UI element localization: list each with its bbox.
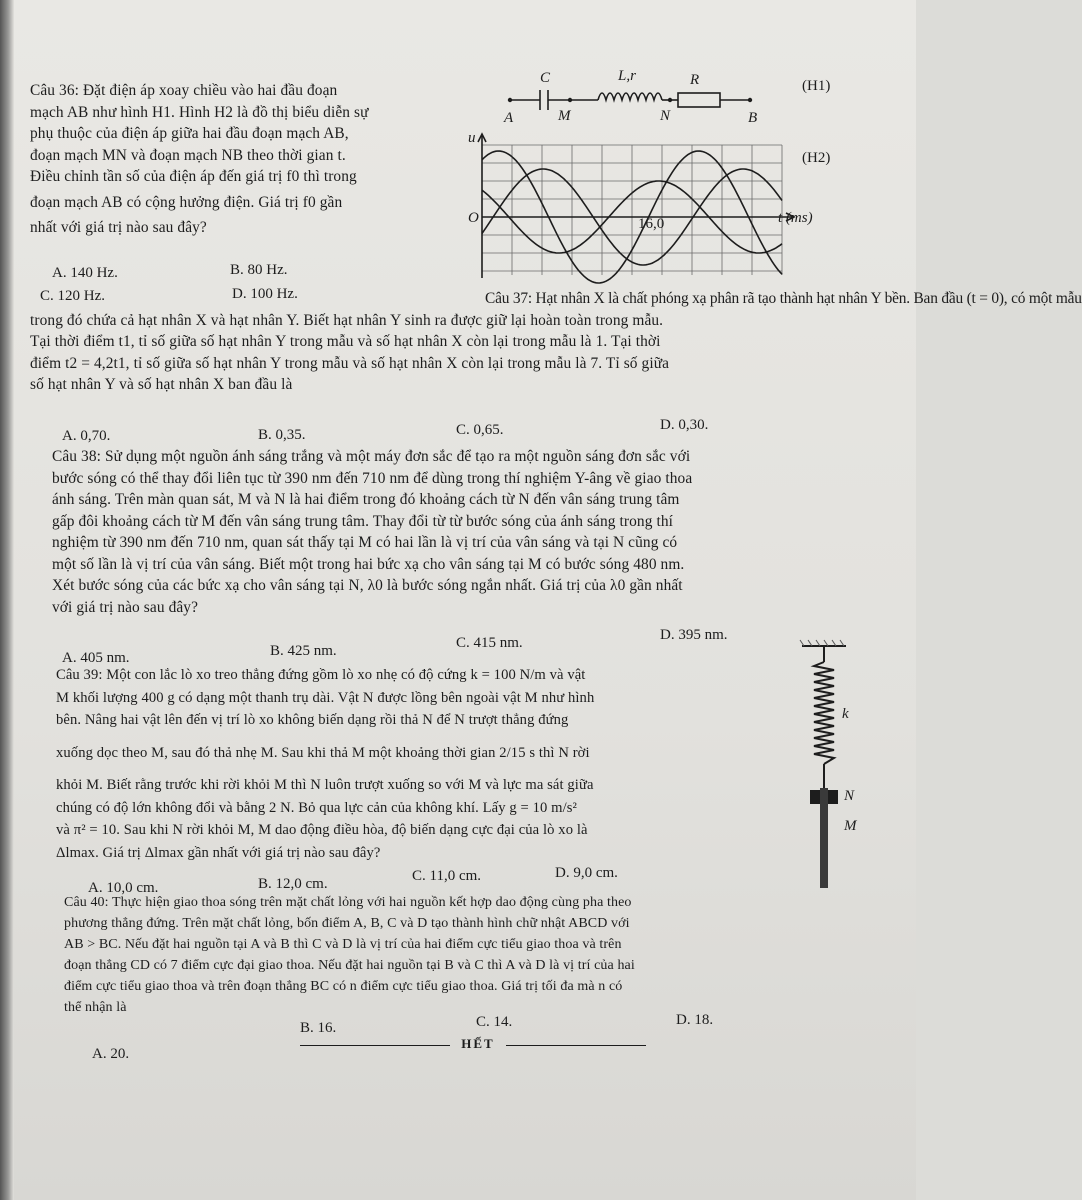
- q40-line: Câu 40: Thực hiện giao thoa sóng trên mặt chất lỏng với hai nguồn kết hợp dao động cùng pha theo: [64, 895, 632, 910]
- h1-caption: (H1): [802, 78, 831, 94]
- q40-option-c: C. 14.: [476, 1014, 513, 1030]
- spring-k-label: k: [842, 706, 849, 722]
- body-m-label: M: [844, 818, 857, 834]
- q40-option-b: B. 16.: [300, 1020, 337, 1036]
- capacitor-label: C: [540, 70, 551, 86]
- q37-option-d: D. 0,30.: [660, 417, 709, 433]
- q38-line: bước sóng có thể thay đổi liên tục từ 390 nm đến 710 nm để dùng trong thí nghiệm Y-âng về giao thoa: [52, 469, 693, 487]
- question-38: [52, 446, 902, 618]
- q39-option-b: B. 12,0 cm.: [258, 876, 328, 892]
- q37-option-a: A. 0,70.: [62, 428, 111, 444]
- q39-option-d: D. 9,0 cm.: [555, 865, 618, 881]
- q39-line: Câu 39: Một con lắc lò xo treo thẳng đứng gồm lò xo nhẹ có độ cứng k = 100 N/m và vật: [56, 667, 586, 683]
- q37-option-c: C. 0,65.: [456, 422, 504, 438]
- q36-option-b: B. 80 Hz.: [230, 262, 288, 278]
- q39-line: khỏi M. Biết rằng trước khi rời khỏi M thì N luôn trượt xuống so với M và lực ma sát giữa: [56, 777, 594, 793]
- q38-line: ánh sáng. Trên màn quan sát, M và N là hai điểm trong đó khoảng cách từ N đến vân sáng trung tâm: [52, 491, 680, 508]
- q40-option-d: D. 18.: [676, 1012, 714, 1028]
- q37-line: Tại thời điểm t1, tỉ số giữa số hạt nhân Y trong mẫu và số hạt nhân X còn lại trong mẫu là 1. Tại thời: [30, 333, 661, 350]
- q39-option-a: A. 10,0 cm.: [88, 880, 159, 896]
- q40-line: thể nhận là: [64, 1000, 127, 1015]
- q37-line: trong đó chứa cả hạt nhân X và hạt nhân Y. Biết hạt nhân Y sinh ra được giữ lại hoàn toàn trong mẫu.: [30, 311, 664, 329]
- q39-line: bên. Nâng hai vật lên đến vị trí lò xo không biến dạng rồi thả N để N trượt thẳng đứng: [56, 712, 569, 728]
- rod-m: [820, 788, 828, 888]
- q36-line: Câu 36: Đặt điện áp xoay chiều vào hai đầu đoạn: [30, 82, 338, 99]
- q39-line: chúng có độ lớn không đổi và bằng 2 N. Bỏ qua lực cản của không khí. Lấy g = 10 m/s²: [56, 799, 577, 816]
- q38-line: Câu 38: Sử dụng một nguồn ánh sáng trắng và một máy đơn sắc để tạo ra một nguồn sáng đơn sắc với: [52, 448, 691, 465]
- inductor-label: L,r: [618, 68, 636, 84]
- q38-line: nghiệm từ 390 nm đến 710 nm, quan sát thấy tại M có hai lần là vị trí của vân sáng và tại N cũng có: [52, 534, 678, 551]
- t-axis-label: t (ms): [778, 210, 813, 226]
- question-39: [56, 664, 776, 864]
- body-n-label: N: [844, 788, 855, 804]
- q40-line: AB > BC. Nếu đặt hai nguồn tại A và B thì C và D là vị trí của hai điểm cực tiểu giao thoa và trên: [64, 937, 622, 952]
- q38-option-a: A. 405 nm.: [62, 650, 130, 666]
- q36-option-d: D. 100 Hz.: [232, 286, 298, 302]
- q36-line: đoạn mạch AB có cộng hưởng điện. Giá trị f0 gần: [30, 193, 343, 211]
- question-37: [30, 288, 1082, 396]
- point-m-label: M: [558, 108, 571, 124]
- resistor-label: R: [690, 72, 700, 88]
- point-b-label: B: [748, 110, 758, 126]
- q36-line: mạch AB như hình H1. Hình H2 là đồ thị biểu diễn sự: [30, 103, 369, 121]
- q39-line: Δlmax. Giá trị Δlmax gần nhất với giá trị nào sau đây?: [56, 844, 381, 861]
- q40-option-a: A. 20.: [92, 1046, 130, 1062]
- q36-line: Điều chỉnh tần số của điện áp đến giá trị f0 thì trong: [30, 168, 357, 185]
- q36-line: đoạn mạch MN và đoạn mạch NB theo thời gian t.: [30, 146, 346, 164]
- q38-option-b: B. 425 nm.: [270, 643, 337, 659]
- point-n-label: N: [660, 108, 671, 124]
- q37-option-b: B. 0,35.: [258, 427, 306, 443]
- spring-pendulum-figure: [790, 640, 880, 900]
- end-marker: [300, 1036, 646, 1052]
- end-text: HẾT: [461, 1036, 495, 1051]
- q38-line: Xét bước sóng của các bức xạ cho vân sáng tại N, λ0 là bước sóng ngắn nhất. Giá trị của λ0 gần nhất: [52, 577, 683, 594]
- q36-option-a: A. 140 Hz.: [52, 265, 118, 281]
- q37-line: số hạt nhân Y và số hạt nhân X ban đầu là: [30, 376, 293, 393]
- q36-option-c: C. 120 Hz.: [40, 288, 105, 304]
- question-36: [30, 80, 460, 239]
- q36-line: phụ thuộc của điện áp giữa hai đầu đoạn mạch AB,: [30, 125, 349, 142]
- q40-line: điểm cực tiểu giao thoa và trên đoạn thẳng BC có n điểm cực tiểu giao thoa. Giá trị tối đa mà n có: [64, 979, 623, 994]
- q39-line: và π² = 10. Sau khi N rời khỏi M, M dao động điều hòa, độ biến dạng cực đại của lò xo là: [56, 822, 588, 838]
- h2-caption: (H2): [802, 150, 831, 166]
- q39-option-c: C. 11,0 cm.: [412, 868, 482, 884]
- q38-option-d: D. 395 nm.: [660, 627, 728, 643]
- voltage-graph-h2-figure: [462, 130, 852, 280]
- question-40: [64, 892, 884, 1018]
- origin-label: O: [468, 210, 479, 226]
- time-tick-label: 16,0: [638, 216, 665, 232]
- q36-line: nhất với giá trị nào sau đây?: [30, 219, 207, 236]
- q37-line: Câu 37: Hạt nhân X là chất phóng xạ phân rã tạo thành hạt nhân Y bền. Ban đầu (t = 0), có một mẫu: [485, 290, 1082, 307]
- q40-line: đoạn thẳng CD có 7 điểm cực đại giao thoa. Nếu đặt hai nguồn tại B và C thì A và D là vị trí của hai: [64, 958, 635, 973]
- q38-line: với giá trị nào sau đây?: [52, 598, 199, 616]
- q39-line: xuống dọc theo M, sau đó thả nhẹ M. Sau khi thả M một khoảng thời gian 2/15 s thì N rời: [56, 744, 590, 761]
- q38-line: một số lần là vị trí của vân sáng. Biết một trong hai bức xạ cho vân sáng tại M có bước sóng 480 nm.: [52, 555, 685, 573]
- q37-line: điểm t2 = 4,2t1, tỉ số giữa số hạt nhân Y trong mẫu và số hạt nhân X còn lại trong mẫu là 7. Tỉ số giữa: [30, 354, 670, 372]
- point-a-label: A: [504, 110, 514, 126]
- q38-option-c: C. 415 nm.: [456, 635, 523, 651]
- q40-line: phương thẳng đứng. Trên mặt chất lỏng, bốn điểm A, B, C và D tạo thành hình chữ nhật ABCD với: [64, 916, 630, 931]
- q39-line: M khối lượng 400 g có dạng một thanh trụ dài. Vật N được lồng bên ngoài vật M như hình: [56, 689, 595, 706]
- circuit-h1-figure: [500, 60, 860, 130]
- q38-line: gấp đôi khoảng cách từ M đến vân sáng trung tâm. Thay đổi từ từ bước sóng của ánh sáng trong thí: [52, 512, 674, 530]
- u-axis-label: u: [468, 130, 476, 146]
